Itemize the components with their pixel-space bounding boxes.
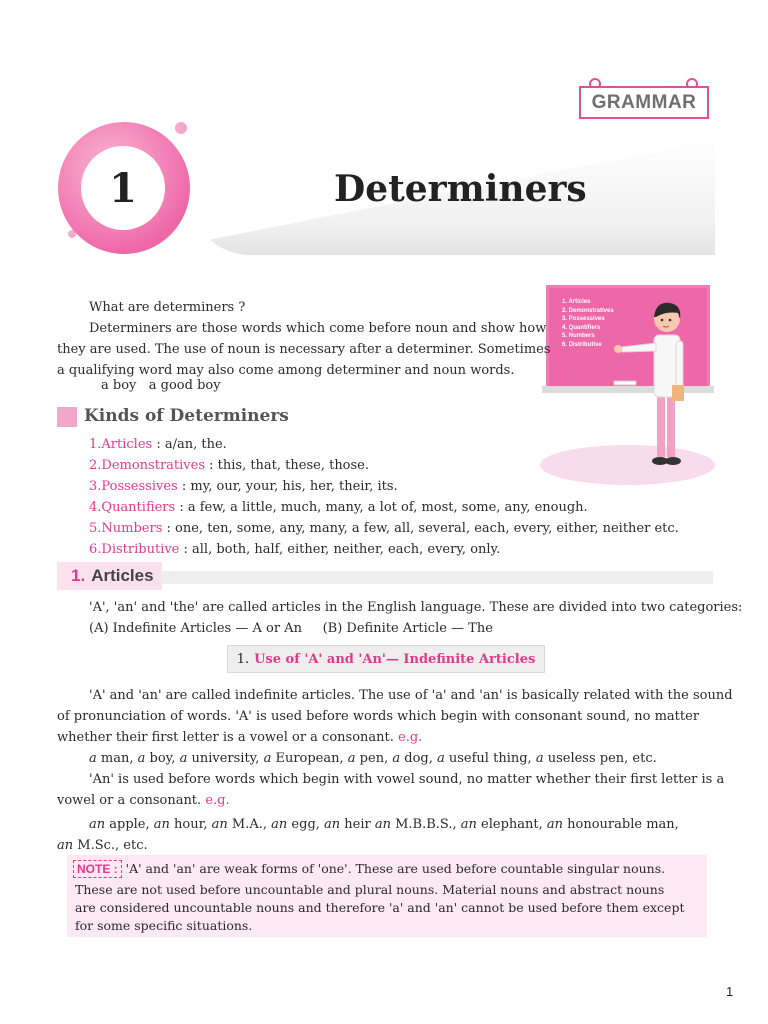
kind-text: : this, that, these, those. (205, 458, 370, 473)
kinds-heading: Kinds of Determiners (84, 406, 289, 426)
kind-item (89, 455, 369, 476)
board-item: 1. Articles (562, 299, 591, 305)
page-number: 1 (726, 984, 734, 999)
kind-item (89, 539, 500, 560)
para-text: whether their first letter is a vowel or a consonant. (57, 730, 394, 745)
articles-para-line (57, 727, 422, 748)
note-line: These are not used before uncountable and plural nouns. Material nouns and abstract nouns (75, 882, 665, 897)
kind-num: 6. (89, 542, 102, 557)
kind-label: Possessives (101, 479, 178, 494)
intro-question: What are determiners ? (89, 300, 246, 315)
kind-text: : one, ten, some, any, many, a few, all, several, each, every, either, neither etc. (162, 521, 679, 536)
kind-label: Numbers (101, 521, 163, 536)
kind-item (89, 518, 679, 539)
intro-example: a boy a good boy (101, 378, 221, 393)
board-item: 6. Distributive (562, 341, 602, 348)
para-text: vowel or a consonant. (57, 793, 202, 808)
example-an: an apple, an hour, an M.A., an egg, an heir an M.B.B.S., an elephant, an honourable man, (89, 817, 679, 832)
intro-line: Determiners are those words which come before noun and show how (89, 321, 547, 336)
kind-label: Demonstratives (101, 458, 205, 473)
example-a: a man, a boy, a university, a European, a pen, a dog, a useful thing, a useless pen, etc. (89, 751, 657, 766)
example-an: an M.Sc., etc. (57, 838, 148, 853)
decor-dot (175, 122, 187, 134)
kind-label: Distributive (101, 542, 180, 557)
board-item: 4. Quantifiers (562, 324, 601, 331)
board-item: 2. Demonstratives (562, 307, 614, 314)
board-item: 3. Possessives (562, 316, 605, 322)
kind-num: 1. (89, 437, 102, 452)
articles-para-line: of pronunciation of words. 'A' is used before words which begin with consonant sound, no matter (57, 709, 700, 724)
grammar-tag: GRAMMAR (579, 86, 709, 119)
note-line: for some specific situations. (75, 918, 253, 933)
articles-para-line: 'A' and 'an' are called indefinite articles. The use of 'a' and 'an' is basically related with the sound (89, 688, 733, 703)
kind-num: 3. (89, 479, 102, 494)
sub-title: Use of 'A' and 'An'— Indefinite Articles (254, 651, 536, 667)
note-text: 'A' and 'an' are weak forms of 'one'. These are used before countable singular nouns. (125, 861, 666, 876)
subheading-indefinite-articles (227, 645, 545, 673)
articles-para-line (57, 790, 230, 811)
articles-line: (A) Indefinite Articles — A or An (B) Definite Article — The (89, 621, 493, 636)
note-label: NOTE : (73, 860, 122, 878)
kind-num: 5. (89, 521, 102, 536)
kind-label: Articles (101, 437, 153, 452)
chalk-icon (612, 379, 642, 387)
kind-text: : my, our, your, his, her, their, its. (177, 479, 398, 494)
articles-line: 'A', 'an' and 'the' are called articles in the English language. These are divided into two categories: (89, 600, 743, 615)
kind-text: : a/an, the. (152, 437, 227, 452)
heading-square-icon (57, 407, 77, 427)
intro-line: they are used. The use of noun is necessary after a determiner. Sometimes (57, 342, 551, 357)
chapter-number: 1 (81, 146, 165, 230)
section-num: 1. (71, 566, 86, 585)
kind-text: : all, both, half, either, neither, each, every, only. (179, 542, 501, 557)
kind-label: Quantifiers (101, 500, 176, 515)
intro-line: a qualifying word may also come among determiner and noun words. (57, 363, 515, 378)
kind-item (89, 434, 227, 455)
sub-num: 1. (236, 651, 250, 667)
section-heading-articles (57, 562, 162, 590)
kind-text: : a few, a little, much, many, a lot of, most, some, any, enough. (175, 500, 588, 515)
board-item: 5. Numbers (562, 333, 595, 339)
eg-label: e.g. (205, 793, 230, 808)
kind-item (89, 497, 588, 518)
note-line (73, 858, 665, 879)
kind-item (89, 476, 398, 497)
section-title: Articles (91, 566, 154, 585)
eg-label: e.g. (398, 730, 423, 745)
articles-para-line: 'An' is used before words which begin with vowel sound, no matter whether their first letter is a (89, 772, 725, 787)
chapter-title: Determiners (334, 168, 587, 210)
kind-num: 2. (89, 458, 102, 473)
kind-num: 4. (89, 500, 102, 515)
note-line: are considered uncountable nouns and therefore 'a' and 'an' cannot be used before them except (75, 900, 685, 915)
